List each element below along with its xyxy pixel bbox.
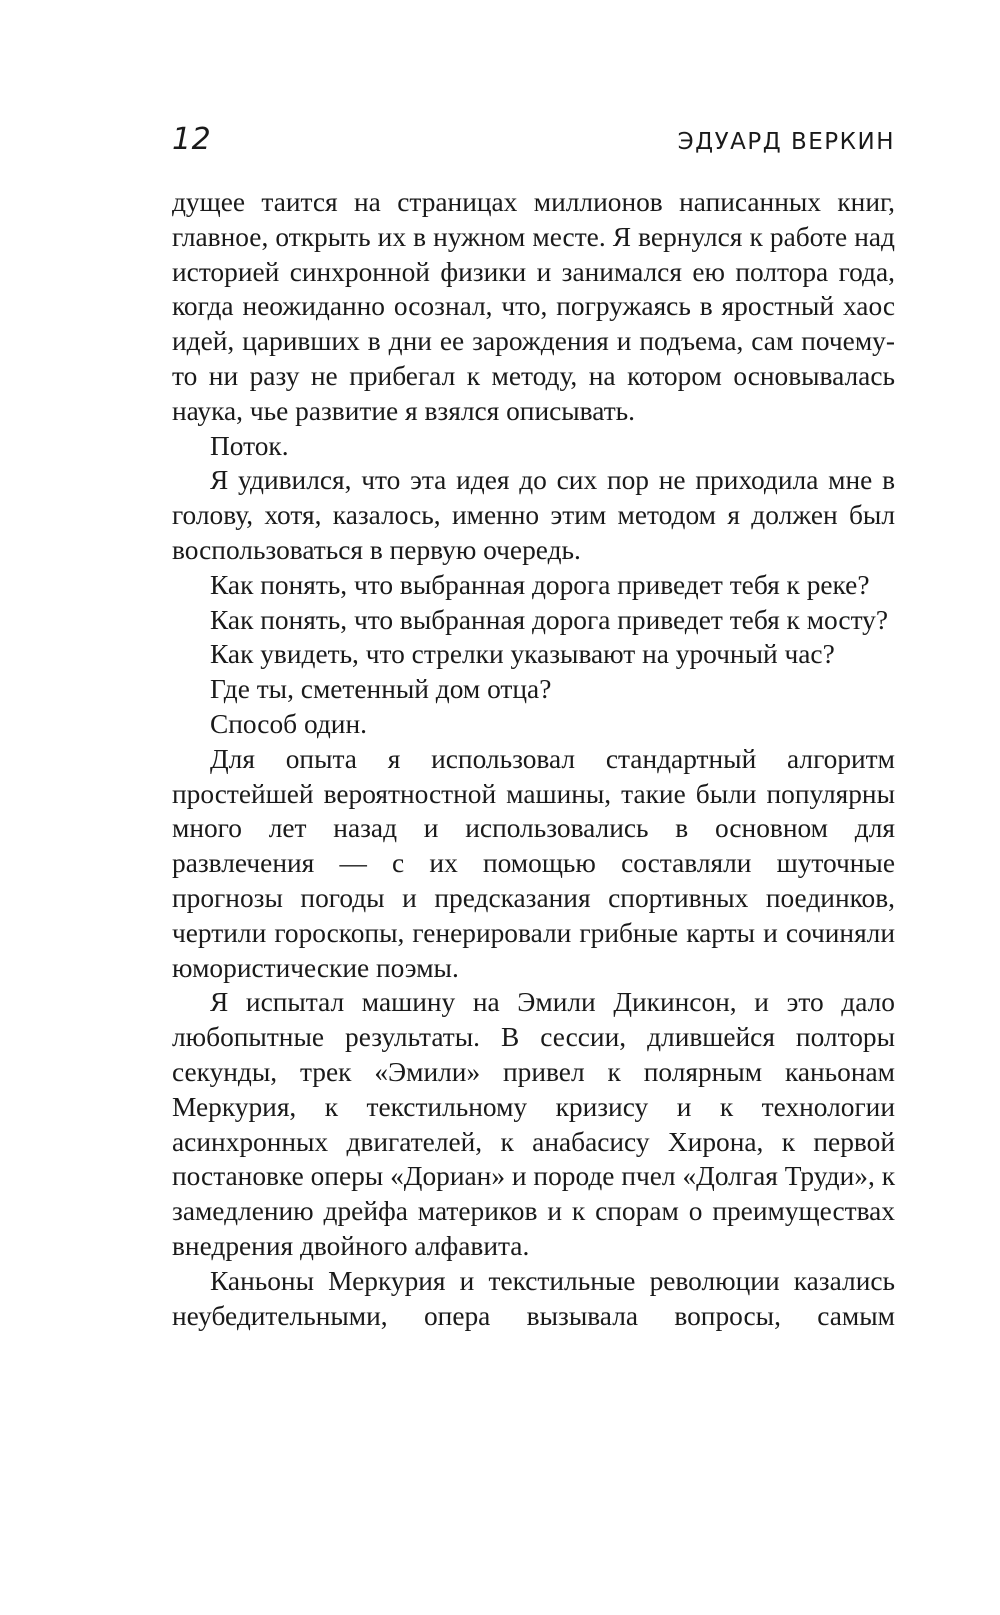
- running-head: [172, 122, 895, 170]
- paragraph: Как понять, что выбранная дорога приведет тебя к реке?: [210, 569, 870, 600]
- page-number: 12: [172, 122, 212, 157]
- paragraph: Поток.: [210, 430, 289, 461]
- author-name: ЭДУАРД ВЕРКИН: [677, 129, 895, 155]
- paragraph: Как понять, что выбранная дорога приведет тебя к мосту?: [210, 604, 889, 635]
- paragraph: Каньоны Меркурия и текстильные революции казались неубедительными, опера вызывала вопросы, самым: [172, 1265, 895, 1331]
- paragraph: Я удивился, что эта идея до сих пор не приходила мне в голову, хотя, казалось, именно этим методом я должен был воспользоваться в первую очередь.: [172, 465, 895, 565]
- paragraph: Я испытал машину на Эмили Дикинсон, и это дало любопытные результаты. В сессии, длившейся полторы секунды, трек «Эмили» привел к полярным каньонам Меркурия, к текстильному кризису и к технологии асинхронных двигателей, к анабасису Хирона, к первой постановке оперы «Дориан» и породе пчел «Долгая Труди», к замедлению дрейфа материков и к спорам о преимуществах внедрения двойного алфавита.: [172, 987, 895, 1261]
- paragraph: Для опыта я использовал стандартный алгоритм простейшей вероятностной машины, такие были популярны много лет назад и использовались в основном для развлечения — с их помощью составляли шуточные прогнозы погоды и предсказания спортивных поединков, чертили гороскопы, генерировали грибные карты и сочиняли юмористические поэмы.: [172, 743, 895, 983]
- paragraph: Где ты, сметенный дом отца?: [210, 674, 552, 705]
- body-text: [172, 185, 895, 1333]
- paragraph: дущее таится на страницах миллионов написанных книг, главное, открыть их в нужном месте. Я вернулся к работе над историей синхронной физики и занимался ею полтора года, когда неожиданно осознал, что, погружаясь в яростный хаос идей, царивших в дни ее зарождения и подъема, сам почему-то ни разу не прибегал к методу, на котором основывалась наука, чье развитие я взялся описывать.: [172, 187, 895, 426]
- paragraph: Способ один.: [210, 708, 367, 739]
- paragraph: Как увидеть, что стрелки указывают на урочный час?: [210, 639, 835, 670]
